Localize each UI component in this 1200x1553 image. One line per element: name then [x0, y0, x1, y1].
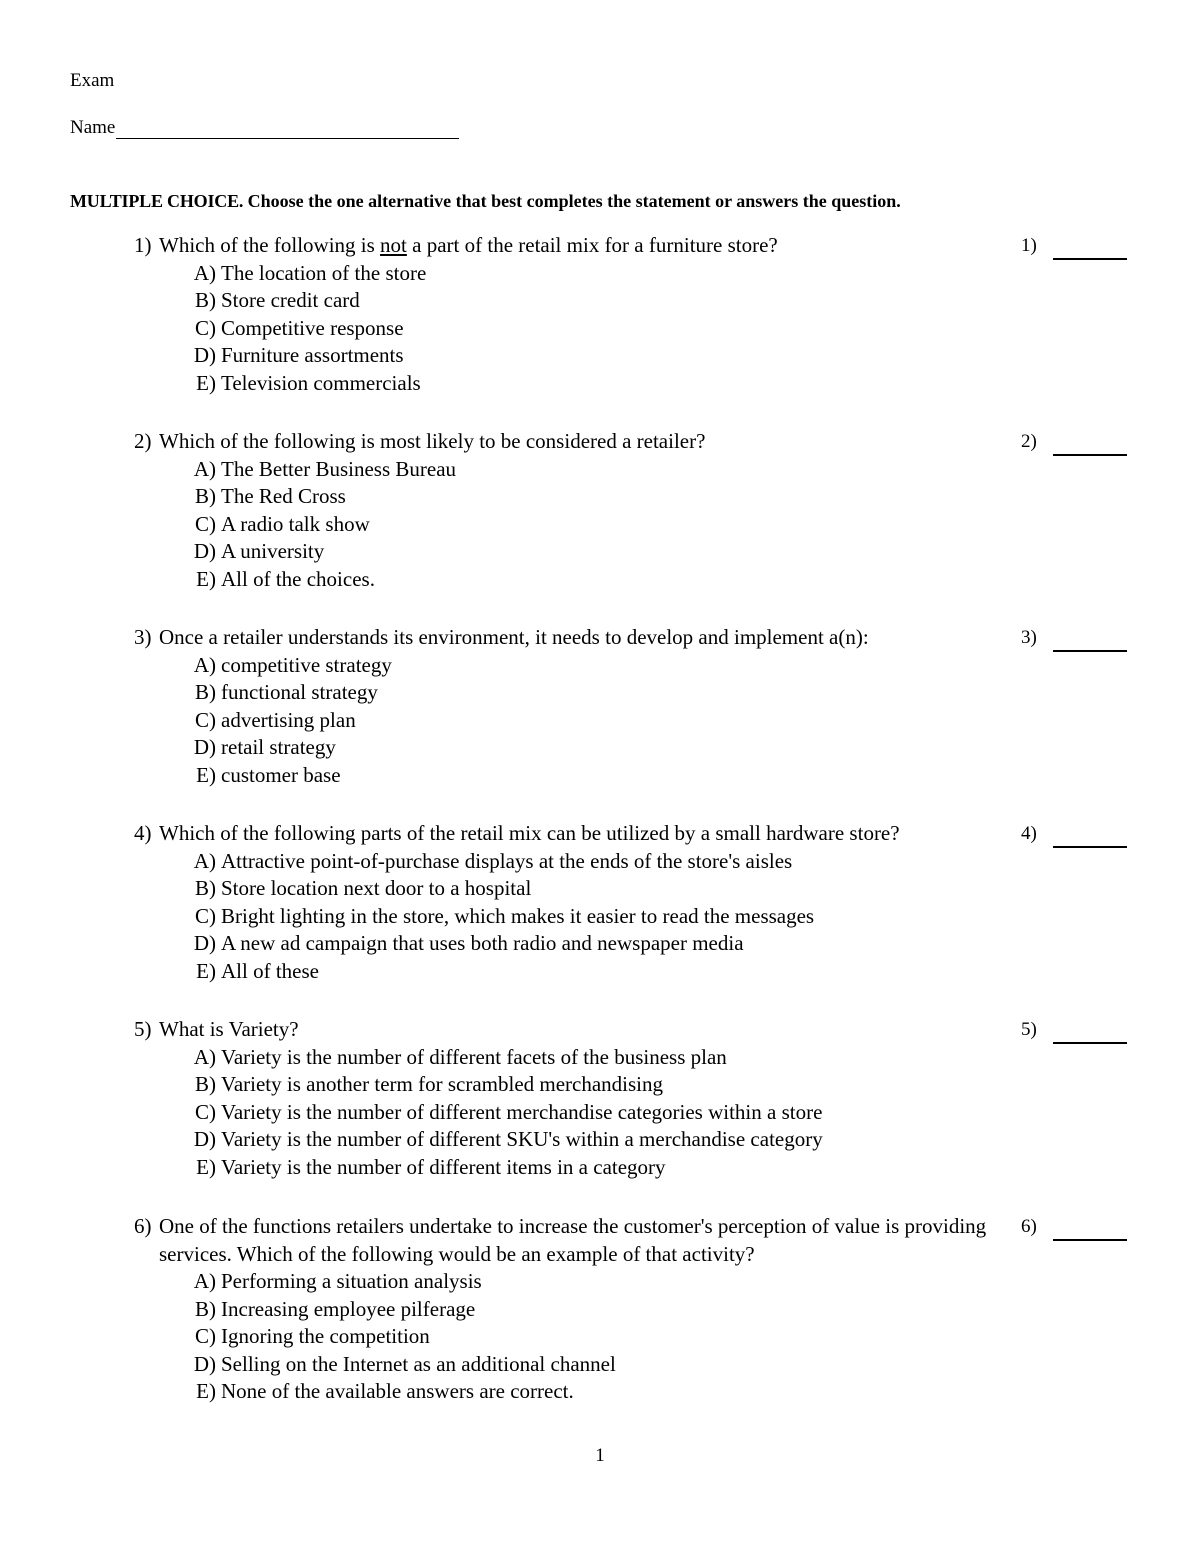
answer-slot — [1021, 428, 1127, 456]
choice-letter: D) — [193, 1351, 216, 1376]
answer-slot — [1021, 820, 1127, 848]
choice-text: Store credit card — [221, 288, 360, 312]
question-text: Which of the following parts of the retail mix can be utilized by a small hardware store? — [159, 821, 900, 845]
choice-text: Variety is the number of different facets of the business plan — [221, 1044, 727, 1069]
choice-text: Furniture assortments — [221, 343, 404, 367]
choice-letter: A) — [193, 652, 216, 677]
choice-text: Increasing employee pilferage — [221, 1296, 476, 1321]
instructions-text: Choose the one alternative that best completes the statement or answers the question. — [247, 191, 901, 211]
choice-text: None of the available answers are correct. — [221, 1379, 574, 1403]
choice-a[interactable] — [134, 456, 1134, 484]
choice-a[interactable] — [134, 848, 1134, 876]
choice-a[interactable] — [134, 1268, 1134, 1296]
choice-c[interactable] — [134, 707, 1134, 735]
question-stem — [134, 232, 1134, 260]
choice-letter: C) — [195, 707, 216, 732]
choice-letter: B) — [195, 876, 216, 900]
answer-slot — [1021, 232, 1127, 260]
question-2 — [134, 428, 1134, 593]
choice-letter: D) — [193, 931, 216, 955]
page-number: 1 — [595, 1445, 605, 1466]
question-stem — [134, 820, 1134, 848]
choice-text: competitive strategy — [221, 652, 392, 677]
choice-text: A university — [221, 539, 325, 563]
exam-title: Exam — [70, 70, 115, 91]
choice-e[interactable] — [134, 762, 1134, 790]
question-6 — [134, 1213, 1134, 1406]
question-text — [159, 232, 1019, 260]
choice-text: Variety is the number of different SKU's within a merchandise category — [221, 1127, 823, 1151]
choice-letter: E) — [196, 958, 216, 983]
question-number: 4) — [134, 821, 152, 845]
answer-blank[interactable] — [1053, 241, 1127, 260]
choice-text: Variety is the number of different items in a category — [221, 1154, 666, 1179]
choice-letter: B) — [195, 1296, 216, 1321]
question-5 — [134, 1016, 1134, 1181]
choice-letter: B) — [195, 288, 216, 312]
choice-e[interactable] — [134, 958, 1134, 986]
choice-text: advertising plan — [221, 707, 356, 732]
answer-blank[interactable] — [1053, 437, 1127, 456]
question-1 — [134, 232, 1134, 397]
choice-e[interactable] — [134, 370, 1134, 398]
choice-b[interactable] — [134, 1071, 1134, 1099]
choice-b[interactable] — [134, 483, 1134, 511]
question-text: Once a retailer understands its environment, it needs to develop and implement a(n): — [159, 625, 869, 649]
choice-c[interactable] — [134, 1323, 1134, 1351]
choice-b[interactable] — [134, 679, 1134, 707]
question-text-part: a part of the retail mix for a furniture store? — [406, 233, 778, 257]
answer-number: 2) — [1021, 431, 1037, 452]
answer-slot — [1021, 1016, 1127, 1044]
choice-text: The location of the store — [221, 260, 427, 285]
choice-letter: E) — [196, 370, 216, 395]
choice-text: Variety is the number of different merchandise categories within a store — [221, 1099, 823, 1124]
choice-letter: E) — [196, 1154, 216, 1179]
choice-text: Variety is another term for scrambled merchandising — [221, 1072, 664, 1096]
choice-letter: C) — [195, 511, 216, 536]
choice-d[interactable] — [134, 538, 1134, 566]
choice-d[interactable] — [134, 342, 1134, 370]
choice-text: customer base — [221, 762, 341, 787]
question-number: 5) — [134, 1017, 152, 1041]
question-3 — [134, 624, 1134, 789]
choice-a[interactable] — [134, 1044, 1134, 1072]
answer-blank[interactable] — [1053, 1222, 1127, 1241]
answer-number: 3) — [1021, 627, 1037, 648]
choice-c[interactable] — [134, 1099, 1134, 1127]
choice-letter: A) — [193, 1269, 216, 1293]
choice-a[interactable] — [134, 260, 1134, 288]
choice-text: Bright lighting in the store, which makes it easier to read the messages — [221, 903, 815, 928]
choice-letter: A) — [193, 1044, 216, 1069]
answer-blank[interactable] — [1053, 633, 1127, 652]
question-text: Which of the following is most likely to be considered a retailer? — [159, 429, 706, 453]
choice-letter: D) — [193, 343, 216, 367]
choice-text: A radio talk show — [221, 511, 370, 536]
instructions — [70, 191, 901, 212]
choice-text: A new ad campaign that uses both radio and newspaper media — [221, 931, 744, 955]
choice-letter: B) — [195, 1072, 216, 1096]
choice-b[interactable] — [134, 287, 1134, 315]
choice-text: All of the choices. — [221, 566, 375, 591]
question-text-part: Which of the following is — [159, 233, 381, 257]
choice-d[interactable] — [134, 1351, 1134, 1379]
choice-text: The Red Cross — [221, 484, 346, 508]
question-number: 2) — [134, 429, 152, 453]
question-stem — [134, 1213, 1134, 1268]
choice-letter: A) — [193, 456, 216, 481]
choice-b[interactable] — [134, 875, 1134, 903]
choice-c[interactable] — [134, 315, 1134, 343]
choice-e[interactable] — [134, 1154, 1134, 1182]
choice-d[interactable] — [134, 1126, 1134, 1154]
question-number: 3) — [134, 625, 152, 649]
choice-text: Store location next door to a hospital — [221, 876, 532, 900]
choice-a[interactable] — [134, 652, 1134, 680]
choice-letter: E) — [196, 1379, 216, 1403]
answer-slot — [1021, 624, 1127, 652]
choice-e[interactable] — [134, 1378, 1134, 1406]
answer-blank[interactable] — [1053, 1025, 1127, 1044]
page-header — [70, 70, 459, 139]
choice-text: Selling on the Internet as an additional channel — [221, 1351, 616, 1376]
question-4 — [134, 820, 1134, 985]
choice-text: retail strategy — [221, 735, 336, 759]
choice-letter: B) — [195, 484, 216, 508]
question-number: 1) — [134, 233, 152, 257]
choice-letter: E) — [196, 566, 216, 591]
name-field[interactable] — [116, 120, 459, 139]
choice-letter: A) — [193, 260, 216, 285]
instructions-label: MULTIPLE CHOICE. — [70, 191, 244, 211]
question-text-emphasis: not — [380, 233, 407, 257]
answer-slot — [1021, 1213, 1127, 1241]
question-stem — [134, 624, 1134, 652]
choice-letter: B) — [195, 680, 216, 704]
choice-text: Attractive point-of-purchase displays at the ends of the store's aisles — [221, 848, 793, 873]
question-text: What is Variety? — [159, 1017, 299, 1041]
choice-e[interactable] — [134, 566, 1134, 594]
question-number: 6) — [134, 1214, 152, 1238]
question-stem — [134, 1016, 1134, 1044]
choice-text: functional strategy — [221, 680, 378, 704]
choice-letter: D) — [193, 735, 216, 759]
choice-letter: D) — [193, 539, 216, 563]
name-label: Name — [70, 117, 116, 138]
choice-text: Ignoring the competition — [221, 1324, 430, 1348]
choice-text: Competitive response — [221, 315, 404, 340]
choice-d[interactable] — [134, 734, 1134, 762]
choice-letter: C) — [195, 1324, 216, 1348]
choice-c[interactable] — [134, 511, 1134, 539]
choice-letter: D) — [193, 1127, 216, 1151]
name-row — [70, 117, 459, 139]
choice-letter: E) — [196, 762, 216, 787]
answer-number: 1) — [1021, 235, 1037, 256]
choice-d[interactable] — [134, 930, 1134, 958]
choice-text: All of these — [221, 958, 319, 983]
choice-letter: A) — [193, 848, 216, 873]
choice-text: Performing a situation analysis — [221, 1269, 482, 1293]
answer-number: 6) — [1021, 1216, 1037, 1237]
choice-text: The Better Business Bureau — [221, 456, 457, 481]
question-text: One of the functions retailers undertake to increase the customer's perception of value is providing services. Which of the following would be an example of that activity? — [159, 1214, 987, 1266]
answer-blank[interactable] — [1053, 829, 1127, 848]
answer-number: 5) — [1021, 1019, 1037, 1040]
choice-letter: C) — [195, 1099, 216, 1124]
choice-letter: C) — [195, 903, 216, 928]
choice-text: Television commercials — [221, 370, 421, 395]
choice-letter: C) — [195, 315, 216, 340]
question-stem — [134, 428, 1134, 456]
choice-c[interactable] — [134, 903, 1134, 931]
choice-b[interactable] — [134, 1296, 1134, 1324]
answer-number: 4) — [1021, 823, 1037, 844]
